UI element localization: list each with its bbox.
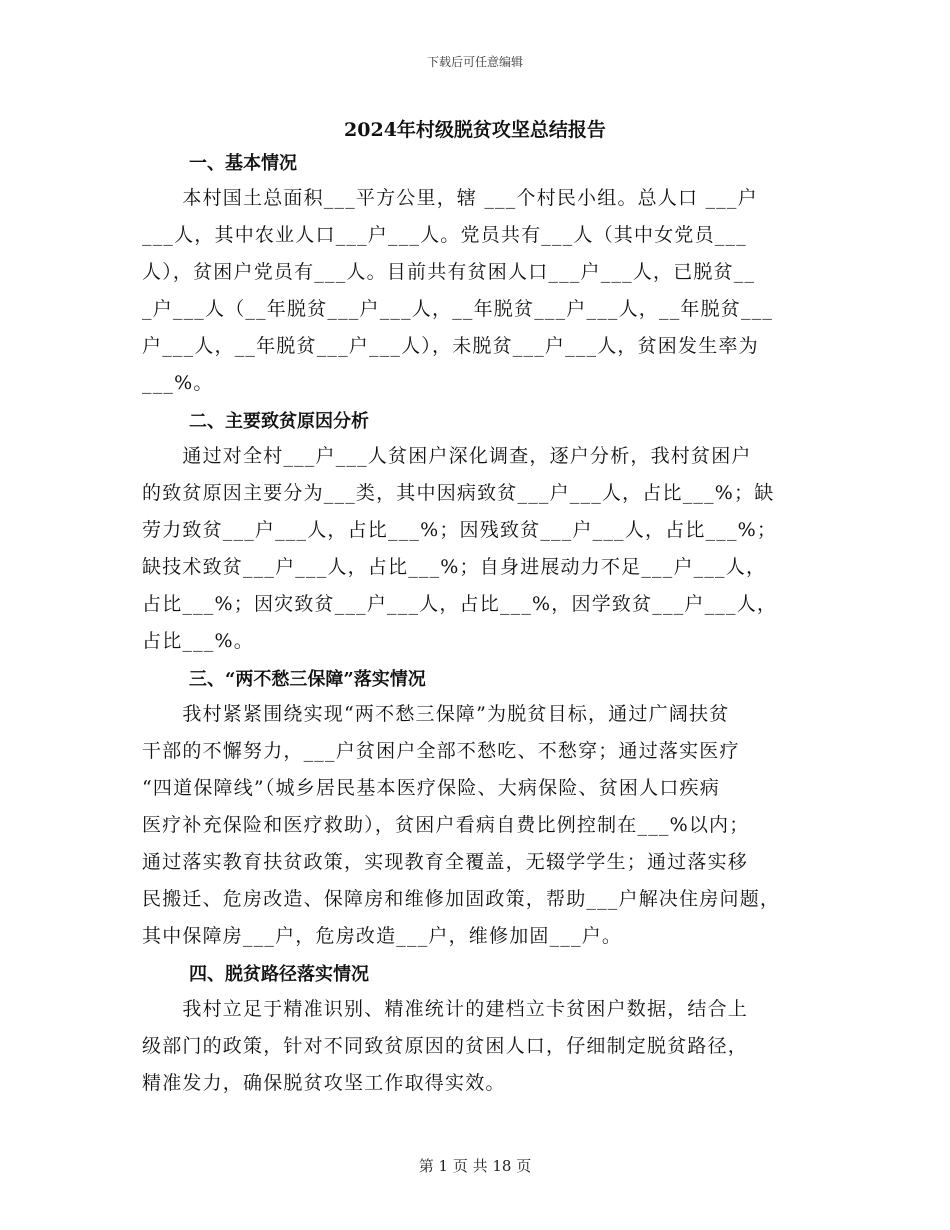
paragraph-line: 我村立足于精准识别、精准统计的建档立卡贫困户数据，结合上 xyxy=(142,998,749,1020)
document-body xyxy=(142,148,822,1106)
paragraph-line: 干部的不懈努力，___户贫困户全部不愁吃、不愁穿；通过落实医疗 xyxy=(142,740,740,762)
paragraph-line: _户___人（__年脱贫___户___人，__年脱贫___户___人，__年脱贫___ xyxy=(142,298,774,320)
section-paragraph xyxy=(142,180,822,402)
paragraph-line: 占比___%；因灾致贫___户___人，占比___%，因学致贫___户___人， xyxy=(142,593,778,615)
paragraph-line: 我村紧紧围绕实现“两不愁三保障”为脱贫目标，通过广阔扶贫 xyxy=(142,703,730,725)
paragraph-line: 精准发力，确保脱贫攻坚工作取得实效。 xyxy=(142,1072,506,1094)
section-paragraph xyxy=(142,696,822,955)
paragraph-line: 人），贫困户党员有___人。目前共有贫困人口___户___人，已脱贫__ xyxy=(142,261,756,283)
document-title: 2024年村级脱贫攻坚总结报告 xyxy=(344,119,606,141)
paragraph-line: 缺技术致贫___户___人，占比___%；自身进展动力不足___户___人， xyxy=(142,556,767,578)
paragraph-line: “四道保障线”（城乡居民基本医疗保险、大病保险、贫困人口疾病 xyxy=(142,777,720,799)
paragraph-line: 劳力致贫___户___人，占比___%；因残致贫___户___人，占比___%； xyxy=(142,519,778,541)
paragraph-line: 级部门的政策，针对不同致贫原因的贫困人口，仔细制定脱贫路径， xyxy=(142,1035,749,1057)
paragraph-line: 医疗补充保险和医疗救助），贫困户看病自费比例控制在___%以内； xyxy=(142,814,750,836)
paragraph-line: 其中保障房___户，危房改造___户，维修加固___户。 xyxy=(142,925,623,947)
section-paragraph xyxy=(142,438,822,660)
section-heading: 三、“两不愁三保障”落实情况 xyxy=(189,669,426,690)
paragraph-line: 户___人，__年脱贫___户___人），未脱贫___户___人，贫困发生率为 xyxy=(142,335,759,357)
section-paragraph xyxy=(142,991,822,1102)
paragraph-line: ___人，其中农业人口___户___人。党员共有___人（其中女党员___ xyxy=(142,224,747,246)
paragraph-line: ___%。 xyxy=(142,372,214,394)
header-note: 下载后可任意编辑 xyxy=(426,55,523,69)
page-footer: 第 1 页 共 18 页 xyxy=(418,1157,532,1175)
section-heading: 一、基本情况 xyxy=(189,153,297,174)
paragraph-line: 本村国土总面积___平方公里，辖 ___个村民小组。总人口 ___户 xyxy=(142,187,758,209)
paragraph-line: 占比___%。 xyxy=(142,630,254,652)
paragraph-line: 通过对全村___户___人贫困户深化调查，逐户分析，我村贫困户 xyxy=(142,445,752,467)
section-heading: 四、脱贫路径落实情况 xyxy=(189,964,369,985)
section-heading: 二、主要致贫原因分析 xyxy=(189,411,369,432)
paragraph-line: 的致贫原因主要分为___类，其中因病致贫___户___人，占比___%；缺 xyxy=(142,482,775,504)
paragraph-line: 通过落实教育扶贫政策，实现教育全覆盖，无辍学学生；通过落实移 xyxy=(142,851,749,873)
paragraph-line: 民搬迁、危房改造、保障房和维修加固政策，帮助___户解决住房问题， xyxy=(142,888,781,910)
